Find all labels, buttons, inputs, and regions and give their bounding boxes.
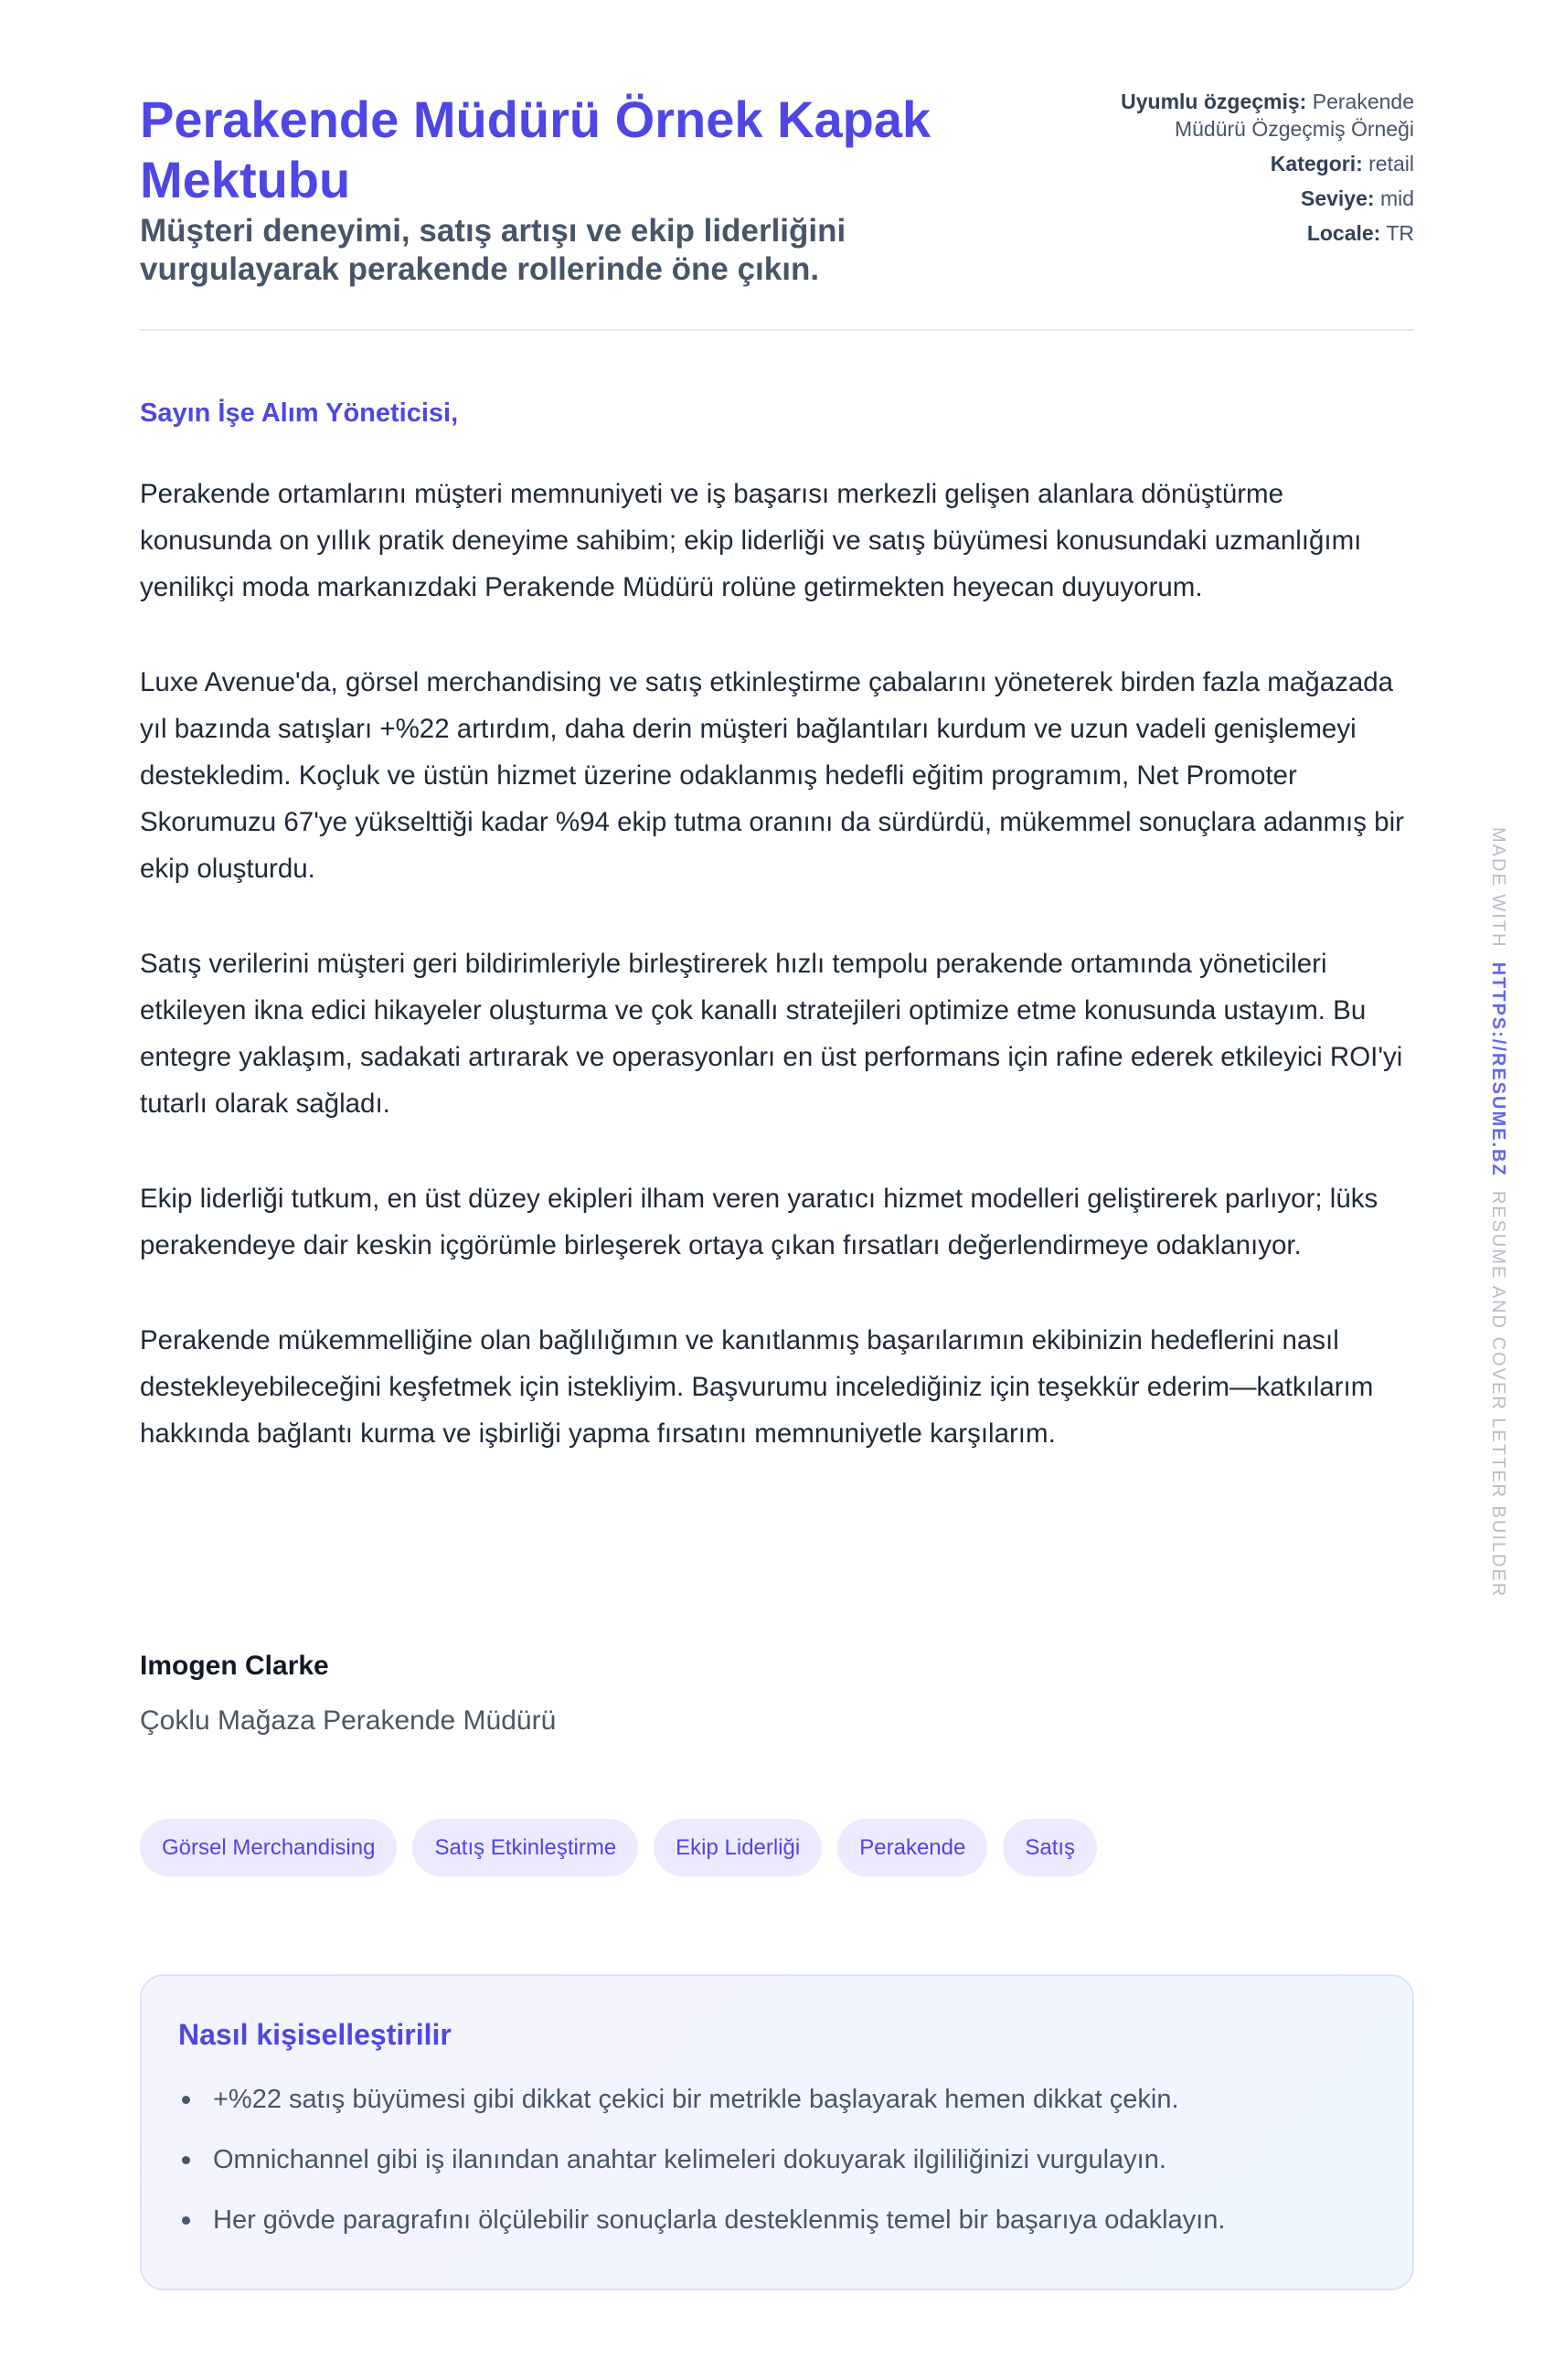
- tip-item: +%22 satış büyümesi gibi dikkat çekici bir metrikle başlayarak hemen dikkat çekin.: [178, 2081, 1376, 2118]
- tag[interactable]: Görsel Merchandising: [140, 1819, 397, 1876]
- signature-role: Çoklu Mağaza Perakende Müdürü: [140, 1705, 557, 1736]
- tag[interactable]: Perakende: [837, 1819, 987, 1876]
- tip-item: Her gövde paragrafını ölçülebilir sonuçlarla desteklenmiş temel bir başarıya odaklayın.: [178, 2202, 1376, 2238]
- tip-item: Omnichannel gibi iş ilanından anahtar kelimeleri dokuyarak ilgililiğinizi vurgulayın.: [178, 2141, 1376, 2178]
- meta-locale: [1067, 219, 1414, 247]
- tag-list: [140, 1819, 1097, 1876]
- paragraph: Luxe Avenue'da, görsel merchandising ve satış etkinleştirme çabalarını yöneterek birden fazla mağazada yıl bazında satışları +%22 artırdım, daha derin müşteri bağlantıları kurdum ve uzun vadeli genişlemeyi destekledim. Koçluk ve üstün hizmet üzerine odaklanmış hedefli eğitim programım, Net Promoter Skorumuzu 67'ye yükselttiği kadar %94 ekip tutma oranını da sürdürdü, mükemmel sonuçlara adanmış bir ekip oluşturdu.: [140, 667, 1404, 884]
- salutation: Sayın İşe Alım Yöneticisi,: [140, 398, 459, 428]
- page-title: Perakende Müdürü Örnek Kapak Mektubu: [140, 90, 931, 208]
- watermark-link[interactable]: HTTPS://RESUME.BZ: [1488, 962, 1508, 1177]
- paragraph: Perakende mükemmelliğine olan bağlılığımın ve kanıtlanmış başarılarımın ekibinizin hedeflerini nasıl destekleyebileceğini keşfetmek için istekliyim. Başvurumu incelediğiniz için teşekkür ederim—katkılarım hakkında bağlantı kurma ve işbirliği yapma fırsatını memnuniyetle karşılarım.: [140, 1325, 1374, 1449]
- tips-list: [178, 2081, 1376, 2238]
- meta-level: [1067, 185, 1414, 212]
- watermark-prefix: MADE WITH: [1488, 827, 1508, 949]
- meta-locale-label: Locale:: [1306, 221, 1381, 245]
- meta-category-label: Kategori:: [1270, 152, 1363, 175]
- paragraph: Ekip liderliği tutkum, en üst düzey ekipleri ilham veren yaratıcı hizmet modelleri geliştirerek parlıyor; lüks perakendeye dair keskin içgörümle birleşerek ortaya çıkan fırsatları değerlendirmeye odaklanıyor.: [140, 1184, 1378, 1260]
- meta-level-label: Seviye:: [1300, 186, 1375, 210]
- page-subtitle: Müşteri deneyimi, satış artışı ve ekip liderliğini vurgulayarak perakende rollerinde öne çıkın.: [140, 213, 846, 287]
- meta-locale-value: TR: [1386, 221, 1414, 245]
- paragraph: Perakende ortamlarını müşteri memnuniyeti ve iş başarısı merkezli gelişen alanlara dönüştürme konusunda on yıllık pratik deneyime sahibim; ekip liderliği ve satış büyümesi konusundaki uzmanlığımı yenilikçi moda markanızdaki Perakende Müdürü rolüne getirmekten heyecan duyuyorum.: [140, 479, 1362, 602]
- meta-category: [1067, 150, 1414, 177]
- meta-level-value: mid: [1379, 186, 1414, 210]
- header: [140, 0, 1414, 331]
- meta-info: [1067, 88, 1414, 254]
- meta-resume: [1067, 88, 1414, 143]
- tag[interactable]: Satış: [1003, 1819, 1097, 1876]
- tips-title: Nasıl kişiselleştirilir: [178, 2018, 452, 2051]
- tag[interactable]: Ekip Liderliği: [654, 1819, 822, 1876]
- paragraph: Satış verilerini müşteri geri bildirimleriyle birleştirerek hızlı tempolu perakende ortamında yöneticileri etkileyen ikna edici hikayeler oluşturma ve çok kanallı stratejileri optimize etme konusunda ustayım. Bu entegre yaklaşım, sadakati artırarak ve operasyonları en üst performans için rafine ederek etkileyici ROI'yi tutarlı olarak sağladı.: [140, 949, 1403, 1119]
- tag[interactable]: Satış Etkinleştirme: [412, 1819, 638, 1876]
- meta-resume-label: Uyumlu özgeçmiş:: [1121, 90, 1307, 113]
- meta-category-value: retail: [1368, 152, 1414, 175]
- watermark-suffix: RESUME AND COVER LETTER BUILDER: [1488, 1190, 1508, 1599]
- meta-resume-value[interactable]: Perakende Müdürü Özgeçmiş Örneği: [1174, 90, 1414, 141]
- letter-body: [140, 471, 1414, 1505]
- tips-box: [140, 1974, 1414, 2290]
- watermark: [1487, 827, 1508, 1598]
- signature-name: Imogen Clarke: [140, 1651, 329, 1681]
- cover-letter-page: [140, 0, 1414, 2235]
